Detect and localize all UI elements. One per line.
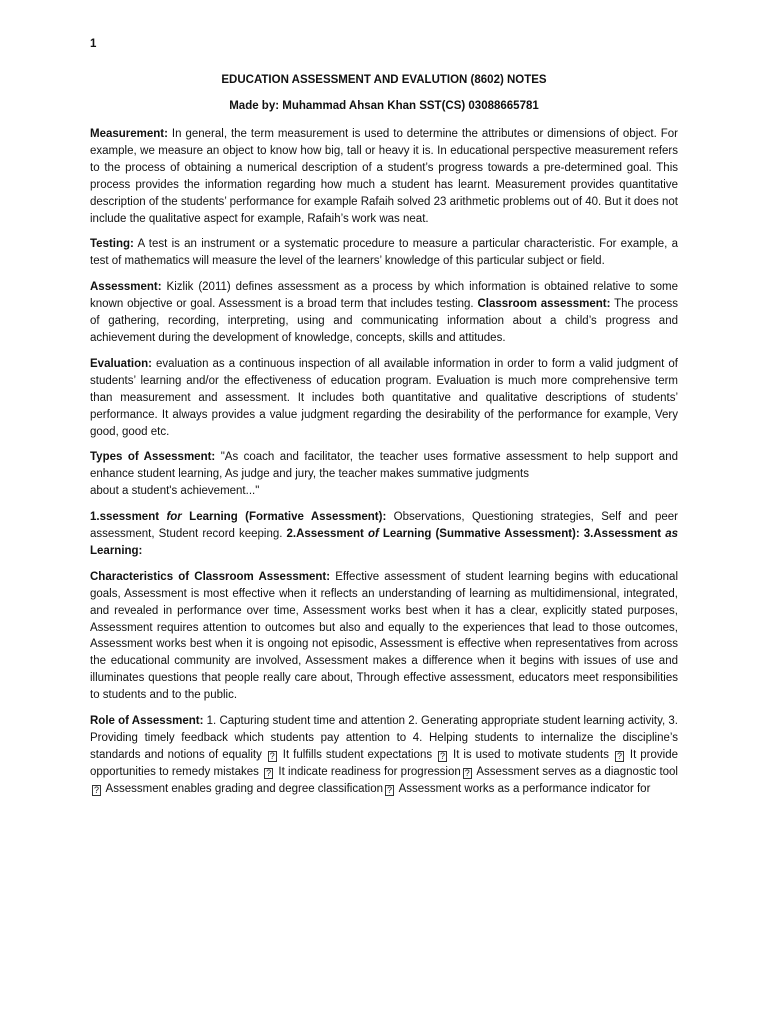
missing-glyph-icon xyxy=(264,768,273,779)
paragraph-text: Observations, Questioning strategies, Self and peer assessment, Student record keeping. xyxy=(90,511,678,541)
missing-glyph-icon xyxy=(92,785,101,796)
paragraph-text: Assessment enables grading and degree classification xyxy=(103,782,384,795)
term-label: Measurement: xyxy=(90,128,168,140)
paragraph-text: It fulfills student expectations xyxy=(278,748,437,761)
paragraph-kinds xyxy=(90,509,678,560)
paragraph-text: It is used to motivate students xyxy=(449,748,613,761)
paragraph-testing xyxy=(90,236,678,270)
paragraph-role xyxy=(90,713,678,798)
missing-glyph-icon xyxy=(615,751,624,762)
paragraph-text: "As coach and facilitator, the teacher uses formative assessment to help support and enhance student learning, As judge and jury, the teacher makes summative judgments xyxy=(90,451,678,481)
term-label: Testing: xyxy=(90,238,134,251)
missing-glyph-icon xyxy=(268,751,277,762)
term-label xyxy=(90,511,386,523)
paragraph-text: Assessment works as a performance indicator for xyxy=(396,782,651,795)
paragraph-text: The process of gathering, recording, interpreting, using and communicating information about a child’s progress and achievement during the development of knowledge, concepts, skills and attitudes. xyxy=(90,298,679,344)
paragraph-evaluation xyxy=(90,356,678,441)
paragraph-text: Assessment serves as a diagnostic tool xyxy=(473,765,678,778)
kind-label: Learning: xyxy=(90,544,143,557)
missing-glyph-icon xyxy=(438,751,447,762)
kind-label: 3.Assessment xyxy=(579,528,666,541)
page-number: 1 xyxy=(90,38,97,50)
term-label: Assessment: xyxy=(90,281,162,294)
term-label: Evaluation: xyxy=(90,357,152,370)
kind-emphasis: of xyxy=(367,528,379,541)
term-label: Types of Assessment: xyxy=(90,451,216,464)
document-title: EDUCATION ASSESSMENT AND EVALUTION (8602) NOTES xyxy=(221,74,547,86)
paragraph-text: It provide opportunities to remedy mistakes xyxy=(90,748,678,778)
term-label: Classroom assessment: xyxy=(477,298,611,311)
document-body xyxy=(90,126,678,807)
kind-label: 1.ssessment xyxy=(90,511,167,524)
paragraph-measurement xyxy=(90,126,678,227)
paragraph-text: Kizlik (2011) defines assessment as a process by which information is obtained relative to some known objective or goal. Assessment is a broad term that includes testing. xyxy=(90,281,678,311)
kind-label: Learning (Summative Assessment): xyxy=(378,528,580,541)
term-label: Characteristics of Classroom Assessment: xyxy=(90,570,331,583)
paragraph-text: about a student's achievement..." xyxy=(90,485,260,498)
paragraph-types xyxy=(90,449,678,500)
kind-emphasis: for xyxy=(166,511,182,524)
paragraph-text: 1. Capturing student time and attention 2. Generating appropriate student learning activity, 3. Providing timely feedback which students pay attention to 4. Helping students to internalize the discipline’s standards and notions of equality xyxy=(90,715,679,761)
missing-glyph-icon xyxy=(385,785,394,796)
term-label: Role of Assessment: xyxy=(90,715,204,728)
paragraph-assessment xyxy=(90,279,678,347)
missing-glyph-icon xyxy=(463,768,472,779)
paragraph-text: evaluation as a continuous inspection of all available information in order to form a valid judgment of students’ learning and/or the effectiveness of education program. Evaluation is much more comprehensive term than measurement and assessment. It includes both quantitative and qualitative descriptions of students’ performance. It always provides a value judgment regarding the desirability of the performance for example, Very good, good etc. xyxy=(90,357,678,438)
kind-label: Learning (Formative Assessment): xyxy=(181,511,387,524)
paragraph-text: Effective assessment of student learning begins with educational goals, Assessment is most effective when it reflects an understanding of learning as multidimensional, integrated, and revealed in performance over time, Assessment works best when it has a clear, explicitly stated purposes, Assessment requires attention to outcomes but also and equally to the experiences that lead to those outcomes, Assessment works best when it is ongoing not episodic, Assessment is effective when representatives from across the educational community are involved, Assessment makes a difference when it begins with issues of use and illuminates questions that people really care about, Through effective assessment, educators meet responsibilities to students and to the public. xyxy=(90,570,678,702)
paragraph-characteristics xyxy=(90,569,678,704)
paragraph-text: It indicate readiness for progression xyxy=(275,765,461,778)
paragraph-text: A test is an instrument or a systematic procedure to measure a particular characteristic. For example, a test of mathematics will measure the level of the learners’ knowledge of this particular subject or field. xyxy=(90,238,678,268)
paragraph-text: In general, the term measurement is used to determine the attributes or dimensions of object. For example, we measure an object to know how big, tall or heavy it is. In educational perspective measurement refers to the process of obtaining a numerical description of a student’s progress towards a pre-determined goal. This process provides the information regarding how much a student has learnt. Measurement provides quantitative description of the students’ performance for example Rafaih solved 23 arithmetic problems out of 40. But it does not include the qualitative aspect for example, Rafaih’s work was neat. xyxy=(90,128,678,225)
kind-label: 2.Assessment xyxy=(286,528,368,541)
kind-emphasis: as xyxy=(665,528,678,541)
document-author: Made by: Muhammad Ahsan Khan SST(CS) 03088665781 xyxy=(229,100,539,112)
